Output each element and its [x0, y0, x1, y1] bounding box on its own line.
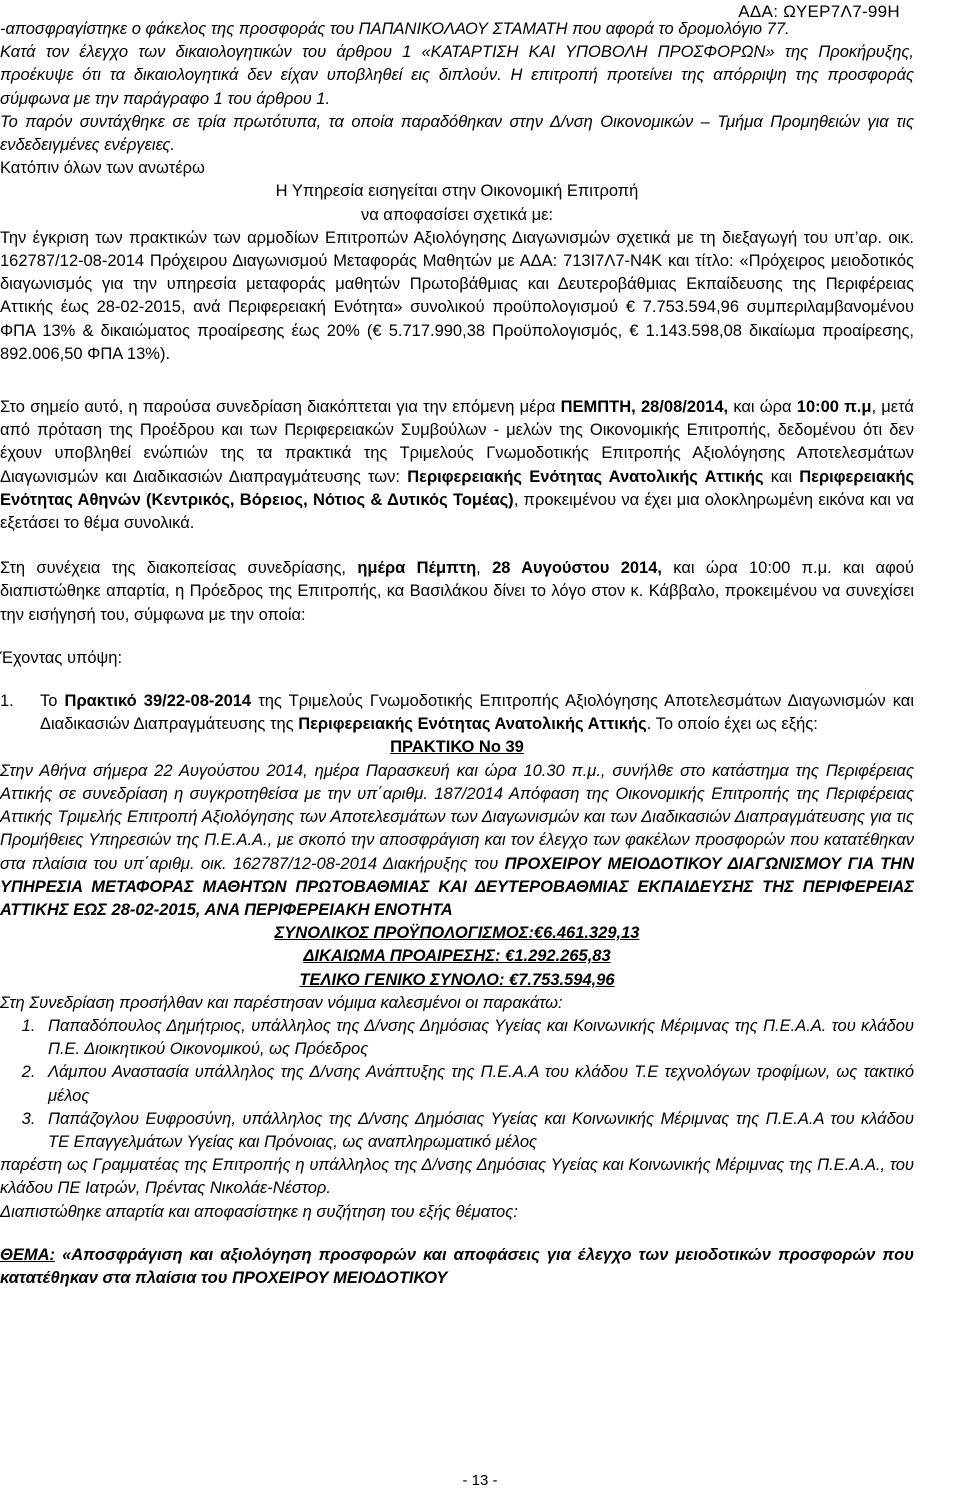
text-run: , μετά από πρόταση της Προέδρου και των Περιφερειακών Συμβούλων - μελών της Οικονομικής Επιτροπής, δεδομένου ότι δεν έχουν υποβληθεί ενώπιών της τα πρακτικά της Τριμελούς Γνωμοδοτικής Επιτροπής Αξιολόγησης Αποτελεσμάτων Διαγωνισμών και Διαδικασιών Διαπραγμάτευσης των: [0, 398, 914, 486]
session-continued-paragraph [0, 557, 914, 627]
text-run: Το [40, 692, 65, 711]
unit-athens: Περιφερειακής Ενότητας Αθηνών (Κεντρικός, Βόρειος, Νότιος & Δυτικός Τομέας) [0, 467, 915, 509]
continued-day: ημέρα Πέμπτη [357, 559, 477, 578]
document-check-paragraph: Κατά τον έλεγχο των δικαιολογητικών του άρθρου 1 «ΚΑΤΑΡΤΙΣΗ ΚΑΙ ΥΠΟΒΟΛΗ ΠΡΟΣΦΟΡΩΝ» της Προκήρυξης, προέκυψε ότι τα δικαιολογητικά δεν είχαν υποβληθεί εις διπλούν. Η επιτροπή προτείνει της απόρριψη της προσφοράς σύμφωνα με την παράγραφο 1 του άρθρου 1. [0, 43, 914, 108]
item-number: 1. [0, 692, 14, 711]
continued-date: 28 Αυγούστου 2014, [492, 559, 662, 578]
subject-paragraph [0, 1244, 914, 1290]
minutes-title: ΠΡΑΚΤΙΚΟ Νο 39 [390, 738, 524, 757]
attendance-intro: Στη Συνεδρίαση προσήλθαν και παρέστησαν νόμιμα καλεσμένοι οι παρακάτω: [0, 993, 563, 1012]
page-number: - 13 - [462, 1472, 498, 1489]
committee-members-list [0, 1015, 914, 1154]
opening-fragment: -αποσφραγίστηκε ο φάκελος της προσφοράς του ΠΑΠΑΝΙΚΟΛΑΟΥ ΣΤΑΜΑΤΗ που αφορά το δρομολόγιο 77. [0, 20, 790, 38]
resume-day: ΠΕΜΠΤΗ, 28/08/2014, [560, 398, 729, 417]
text-run: , [476, 559, 493, 578]
subject-label: ΘΕΜΑ: [0, 1245, 55, 1264]
minutes-intro-paragraph [0, 760, 914, 922]
text-run: . Το οποίο έχει ως εξής: [646, 715, 818, 734]
budget-total [0, 922, 914, 945]
budget-grand-total [0, 969, 914, 992]
having-regard-line: Έχοντας υπόψη: [0, 648, 123, 667]
unit-east-attica: Περιφερειακής Ενότητας Ανατολικής Αττικής [407, 467, 764, 486]
text-run: Στο σημείο αυτό, η παρούσα συνεδρίαση διακόπτεται για την επόμενη μέρα [0, 398, 561, 417]
text-run: και ώρα 10:00 π.μ. και αφού διαπιστώθηκε απαρτία, η Πρόεδρος της Επιτροπής, κα Βασιλάκου δίνει το λόγο στον κ. Κάββαλο, προκειμένου να συνεχίσει την εισήγησή του, σύμφωνα με την οποία: [0, 559, 914, 624]
committee-member: 2. Λάμπου Αναστασία υπάλληλος της Δ/νσης Ανάπτυξης της Π.Ε.Α.Α του κλάδου Τ.Ε τεχνολόγων τροφίμων, ως τακτικό μέλος [40, 1061, 914, 1107]
text-run: και [763, 467, 800, 486]
resume-time: 10:00 π.μ [796, 398, 872, 417]
quorum-line: Διαπιστώθηκε απαρτία και αποφασίστηκε η συζήτηση του εξής θέματος: [0, 1202, 518, 1221]
document-body [0, 18, 914, 1290]
item-text [40, 690, 914, 736]
originals-paragraph: Το παρόν συντάχθηκε σε τρία πρωτότυπα, τα οποία παραδόθηκαν στην Δ/νση Οικονομικών – Τμήμα Προμηθειών για τις ενδεδειγμένες ενέργειες. [0, 112, 914, 155]
budget-grand-label: ΤΕΛΙΚΟ ΓΕΝΙΚΟ ΣΥΝΟΛΟ: [299, 970, 510, 989]
session-adjourned-paragraph [0, 396, 914, 535]
spacer [0, 627, 914, 647]
committee-member: 1. Παπαδόπουλος Δημήτριος, υπάλληλος της Δ/νσης Δημόσιας Υγείας και Κοινωνικής Μέριμνας της Π.Ε.Α.Α. του κλάδου Π.Ε. Διοικητικού Οικονομικού, ως Πρόεδρος [40, 1015, 914, 1061]
budget-option [0, 945, 914, 968]
budget-option-value: €1.292.265,83 [505, 947, 611, 966]
budget-total-label: ΣΥΝΟΛΙΚΟΣ ΠΡΟΫΠΟΛΟΓΙΣΜΟΣ: [274, 924, 534, 943]
recommendation-line: Η Υπηρεσία εισηγείται στην Οικονομική Επιτροπή [275, 182, 639, 201]
text-run: Στη συνέχεια της διακοπείσας συνεδρίασης, [0, 559, 358, 578]
text-run: και ώρα [728, 398, 797, 417]
secretary-paragraph: παρέστη ως Γραμματέας της Επιτροπής η υπάλληλος της Δ/νσης Δημόσιας Υγείας και Κοινωνικής Μέριμνας της Π.Ε.Α.Α., του κλάδου ΠΕ Ιατρών, Πρέντας Νικολάε-Νέστορ. [0, 1156, 914, 1198]
consideration-line: Κατόπιν όλων των ανωτέρω [0, 159, 205, 178]
subject-text: «Αποσφράγιση και αξιολόγηση προσφορών και αποφάσεις για έλεγχο των μειοδοτικών προσφορών που κατατέθηκαν στα πλαίσια του ΠΡΟΧΕΙΡΟΥ ΜΕΙΟΔΟΤΙΚΟΥ [0, 1245, 914, 1287]
budget-option-label: ΔΙΚΑΙΩΜΑ ΠΡΟΑΙΡΕΣΗΣ: [303, 947, 506, 966]
spacer [0, 670, 914, 690]
minutes-ref: Πρακτικό 39/22-08-2014 [64, 692, 252, 711]
ada-code: ΑΔΑ: ΩΥΕΡ7Λ7-99Η [738, 2, 900, 21]
spacer [0, 366, 914, 396]
decision-line: να αποφασίσει σχετικά με: [360, 205, 554, 224]
text-run: της Τριμελούς Γνωμοδοτικής Επιτροπής Αξιολόγησης Αποτελεσμάτων Διαγωνισμών και Διαδικασιών Διαπραγμάτευσης της [40, 692, 914, 734]
unit-ref: Περιφερειακής Ενότητας Ανατολικής Αττικής [298, 715, 647, 734]
spacer [0, 535, 914, 557]
committee-member: 3. Παπάζογλου Ευφροσύνη, υπάλληλος της Δ/νσης Δημόσιας Υγείας και Κοινωνικής Μέριμνας της Π.Ε.Α.Α του κλάδου ΤΕ Επαγγελμάτων Υγείας και Πρόνοιας, ως αναπληρωματικό μέλος [40, 1108, 914, 1154]
regard-item-1 [0, 690, 914, 736]
budget-total-value: €6.461.329,13 [533, 924, 640, 943]
spacer [0, 1224, 914, 1244]
tender-title: ΠΡΟΧΕΙΡΟΥ ΜΕΙΟΔΟΤΙΚΟΥ ΔΙΑΓΩΝΙΣΜΟΥ ΓΙΑ ΤΗΝ ΥΠΗΡΕΣΙΑ ΜΕΤΑΦΟΡΑΣ ΜΑΘΗΤΩΝ ΠΡΩΤΟΒΑΘΜΙΑΣ ΚΑΙ ΔΕΥΤΕΡΟΒΑΘΜΙΑΣ ΕΚΠΑΙΔΕΥΣΗΣ ΤΗΣ ΠΕΡΙΦΕΡΕΙΑΣ ΑΤΤΙΚΗΣ ΕΩΣ 28-02-2015, ΑΝΑ ΠΕΡΙΦΕΡΕΙΑΚΗ ΕΝΟΤΗΤΑ [0, 854, 915, 919]
approval-paragraph: Την έγκριση των πρακτικών των αρμοδίων Επιτροπών Αξιολόγησης Διαγωνισμών σχετικά με τη διεξαγωγή του υπ’αρ. οικ. 162787/12-08-2014 Πρόχειρου Διαγωνισμού Μεταφοράς Μαθητών με ΑΔΑ: 713Ι7Λ7-Ν4Κ και τίτλο: «Πρόχειρος μειοδοτικός διαγωνισμός για την υπηρεσία μεταφοράς μαθητών Πρωτοβάθμιας και Δευτεροβάθμιας Εκπαίδευσης της Περιφέρειας Αττικής έως 28-02-2015, ανά Περιφερειακή Ενότητα» συνολικού προϋπολογισμού € 7.753.594,96 συμπεριλαμβανομένου ΦΠΑ 13% & δικαιώματος προαίρεσης έως 20% (€ 5.717.990,38 Προϋπολογισμός, € 1.143.598,08 δικαίωμα προαίρεσης, 892.006,50 ΦΠΑ 13%). [0, 228, 914, 363]
budget-grand-value: €7.753.594,96 [509, 970, 615, 989]
text-run: , προκειμένου να έχει μια ολοκληρωμένη εικόνα και να εξετάσει το θέμα συνολικά. [0, 490, 914, 533]
text-run: Στην Αθήνα σήμερα 22 Αυγούστου 2014, ημέρα Παρασκευή και ώρα 10.30 π.μ., συνήλθε στο κατάστημα της Περιφέρειας Αττικής σε συνεδρίαση η συγκροτηθείσα με την υπ΄αριθμ. 187/2014 Απόφαση της Οικονομικής Επιτροπής της Περιφέρειας Αττικής Τριμελής Επιτροπή Αξιολόγησης των Αποτελεσμάτων των Διαγωνισμών και των Διαδικασιών Διαπραγμάτευσης για τις Προμήθειες Υπηρεσιών της Π.Ε.Α.Α., με σκοπό την αποσφράγιση και τον έλεγχο των φακέλων προσφορών που κατατέθηκαν στα πλαίσια του υπ΄αριθμ. οικ. 162787/12-08-2014 Διακήρυξης του [0, 761, 914, 873]
